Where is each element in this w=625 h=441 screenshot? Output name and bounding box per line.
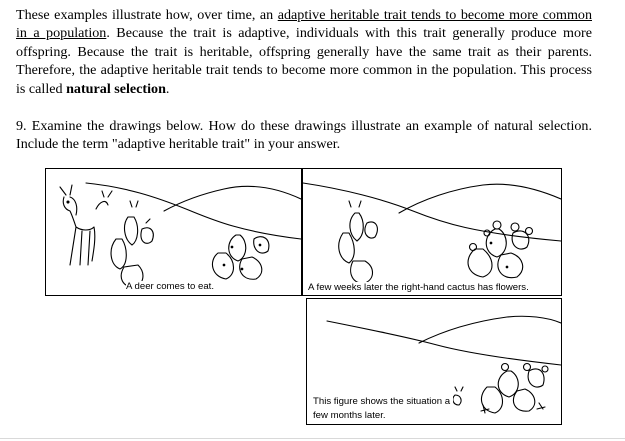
caption-months-later: This figure shows the situation a few months later. [313, 395, 453, 423]
caption-deer-eats: A deer comes to eat. [126, 281, 214, 292]
intro-text-end: . [165, 80, 170, 97]
caption-cactus-flowers: A few weeks later the right-hand cactus has flowers. [308, 282, 529, 293]
intro-text-1: These examples illustrate how, over time, an [16, 7, 278, 23]
intro-paragraph [16, 6, 592, 98]
deer-cactus-drawing [46, 169, 301, 295]
panel-deer-eats [45, 168, 302, 296]
intro-text-2: . Because the trait is adaptive, individuals with this trait generally produce more offspring. Because the trait is heritable, offspring generally have the same trait as their parents. Therefore, the adaptive heritable trait tends to become more common in the population. This process is called [16, 25, 592, 97]
panel-cactus-flowers [302, 168, 562, 296]
panel-months-later [306, 298, 562, 425]
intro-bold-term: natural selection [66, 80, 166, 97]
bottom-divider [0, 438, 625, 439]
question-paragraph: 9. Examine the drawings below. How do these drawings illustrate an example of natural selection. Include the term "adaptive heritable trait" in your answer. [16, 118, 592, 153]
flowering-cactus-drawing [303, 169, 561, 295]
intro-underlined-phrase: adaptive heritable trait tends to become more common in a population [16, 7, 592, 42]
